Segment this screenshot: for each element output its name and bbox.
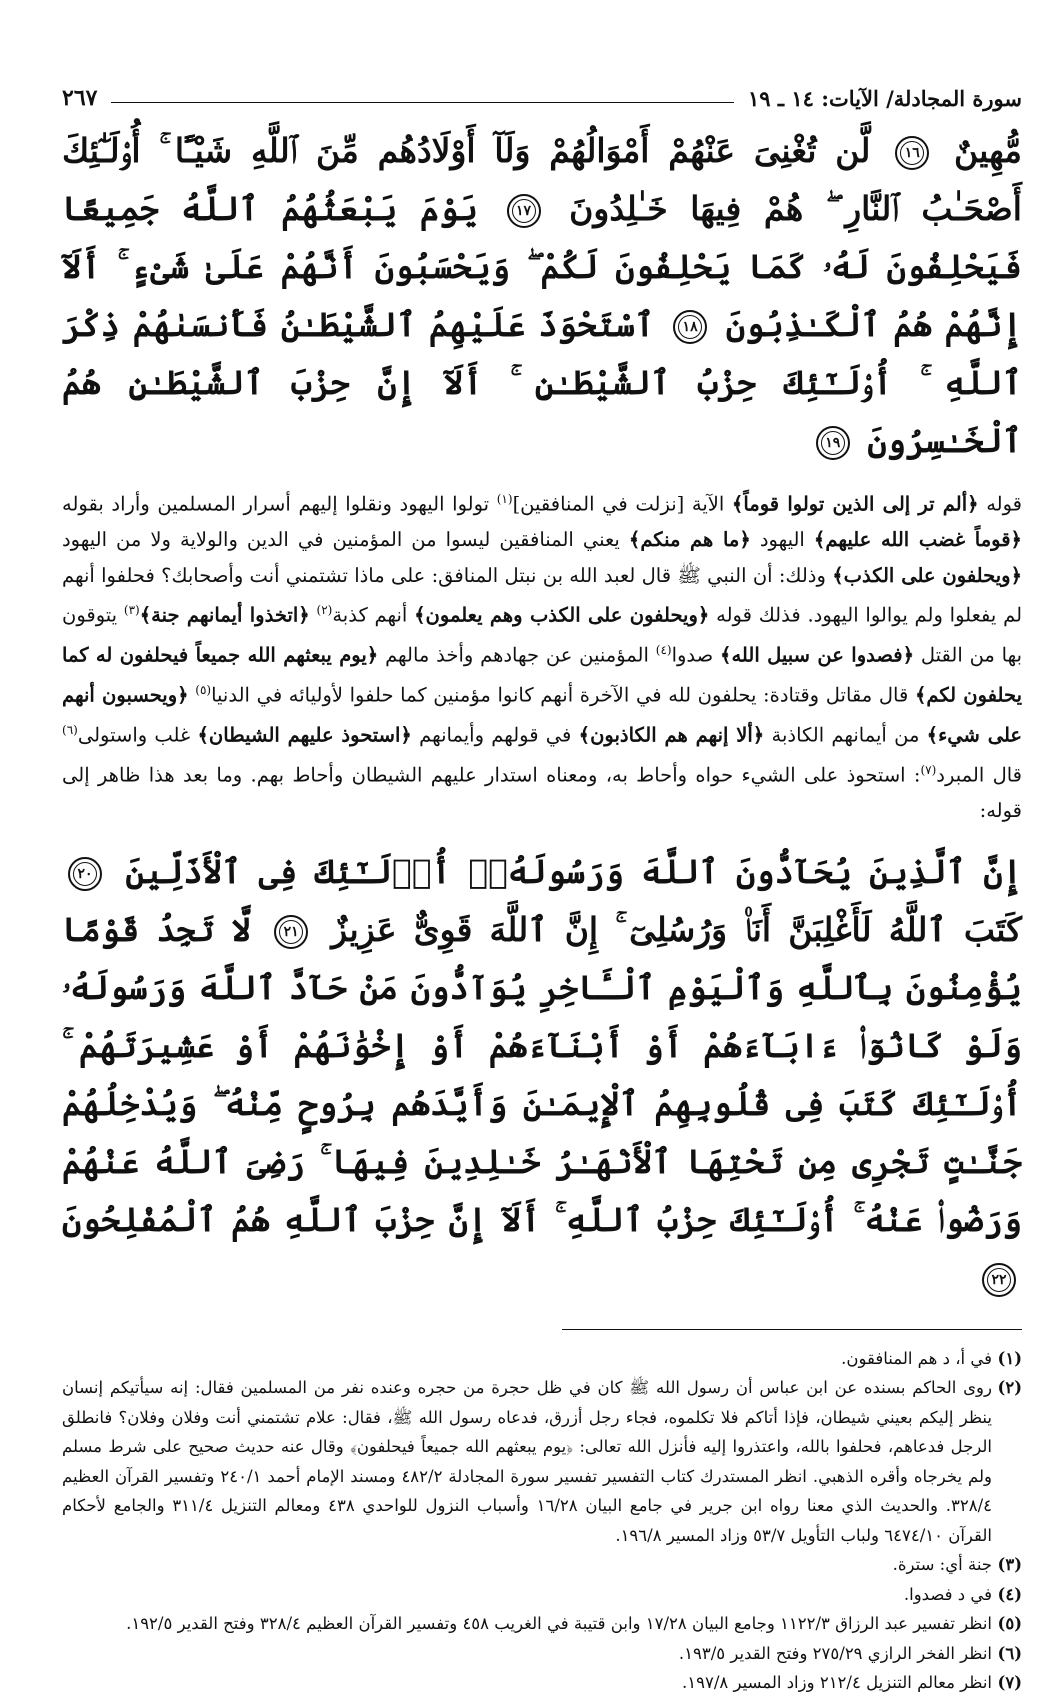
footnote-number: (٣) [997, 1555, 1022, 1574]
quran-verses-bottom [62, 843, 1022, 1307]
header-rule [111, 102, 734, 103]
footnote [62, 1344, 1022, 1374]
quran-verses-top [62, 122, 1022, 470]
quoted-verse: ﴿قوماً غضب الله عليهم﴾ [813, 528, 1022, 551]
commentary-text: أنهم كذبة [332, 603, 408, 627]
surah-title: سورة المجادلة/ الآيات: ١٤ ـ ١٩ [747, 85, 1022, 111]
footnote-number: (١) [997, 1348, 1022, 1368]
running-header [62, 78, 1022, 118]
commentary-text: من أيمانهم الكاذبة [771, 723, 920, 747]
footnote [62, 1550, 1022, 1580]
commentary-text: المؤمنين عن جهادهم وأخذ مالهم [385, 643, 649, 667]
quoted-verse: ﴿ويحلفون على الكذب وهم يعلمون﴾ [414, 603, 710, 627]
verse-text: ٱسْتَحْوَذَ عَلَيْهِمُ ٱلشَّيْطَـٰنُ فَأَنسَىٰهُمْ ذِكْرَ ٱللَّهِ ۚ أُو۟لَـٰٓئِكَ حِزْبُ ٱلشَّيْطَـٰنِ ۚ أَلَآ إِنَّ حِزْبَ ٱلشَّيْطَـٰنِ هُمُ ٱلْخَـٰسِرُونَ [62, 305, 1022, 460]
footnote-text: جنة أي: سترة. [892, 1555, 992, 1574]
quoted-verse: ﴿اتخذوا أيمانهم جنة﴾ [139, 603, 310, 627]
quoted-verse: ﴿ألم تر إلى الذين تولوا قوماً﴾ [731, 492, 979, 516]
commentary-text: في قولهم وأيمانهم [419, 723, 572, 747]
commentary-text: قوله [986, 492, 1022, 516]
footnote-text: انظر الفخر الرازي ٢٧٥/٢٩ وفتح القدير ١٩٣/٥. [678, 1643, 992, 1663]
quoted-verse: ﴿استحوذ عليهم الشيطان﴾ [197, 723, 412, 747]
commentary-text: : استحوذ على الشيء حواه وأحاط به، ومعناه استدار عليهم الشيطان وأحاط بهم. وما بعد هذا ظاهر إلى قوله: [62, 763, 1022, 822]
footnote-text: روى الحاكم بسنده عن ابن عباس أن رسول الله ﷺ كان في ظل حجرة من حجره وعنده نفر من المسلمين فقال: إنه سيأتيكم إنسان ينظر إليكم بعيني شيطان، فإذا أتاكم فلا تكلموه، فجاء رجل أزرق، فدعاه رسول الله ﷺ، فقال: علام تشتمني أنت وفلان وفلان؟ فانطلق الرجل فدعاهم، فحلفوا بالله، واعتذروا إليه فأنزل الله تعالى: ﴿يوم يبعثهم الله جميعاً فيحلفون﴾ وقال عنه حديث صحيح على شرط مسلم ولم يخرجاه وأقره الذهبي. انظر المستدرك كتاب التفسير تفسير سورة المجادلة ٤٨٢/٢ ومسند الإمام أحمد ٢٤٠/١ وتفسير القرآن العظيم ٣٢٨/٤. والحديث الذي معنا رواه ابن جرير في جامع البيان ١٦/٢٨ وأسباب النزول للواحدي ٤٣٨ ومعالم التنزيل ٣١١/٤ والجامع لأحكام القرآن ٦٤٧٤/١٠ ولباب التأويل ٥٣/٧ وزاد المسير ١٩٦/٨. [62, 1378, 992, 1545]
quoted-verse: ﴿فصدوا عن سبيل الله﴾ [720, 643, 915, 667]
commentary-text: الآية [نزلت في المنافقين] [512, 492, 725, 516]
ayah-number-19: ١٩ [816, 426, 850, 460]
commentary-text: تولوا اليهود ونقلوا إليهم أسرار المسلمين وأراد بقوله [62, 492, 490, 516]
commentary-text: غلب واستولى [77, 723, 191, 747]
footnote-separator [562, 1329, 1022, 1330]
footnote-ref: (٣) [123, 603, 140, 617]
quoted-verse: ﴿ما هم منكم﴾ [628, 528, 751, 551]
ayah-number-18: ١٨ [673, 310, 707, 344]
footnote [62, 1639, 1022, 1669]
footnote-ref: (٥) [195, 683, 212, 697]
ayah-number-16: ١٦ [895, 136, 929, 170]
ayah-number-21: ٢١ [274, 915, 308, 949]
verse-text: مُّهِينٌ [954, 131, 1022, 170]
footnote-text: في أ، د هم المنافقون. [841, 1348, 992, 1368]
verse-text: لَّا تَجِدُ قَوْمًا يُؤْمِنُونَ بِٱللَّهِ وَٱلْيَوْمِ ٱلْـَٔاخِرِ يُوَآدُّونَ مَنْ حَآدَّ ٱللَّهَ وَرَسُولَهُۥ وَلَوْ كَانُوٓا۟ ءَابَآءَهُمْ أَوْ أَبْنَآءَهُمْ أَوْ إِخْوَٰنَهُمْ أَوْ عَشِيرَتَهُمْ ۚ أُو۟لَـٰٓئِكَ كَتَبَ فِى قُلُوبِهِمُ ٱلْإِيمَـٰنَ وَأَيَّدَهُم بِرُوحٍ مِّنْهُ ۖ وَيُدْخِلُهُمْ جَنَّـٰتٍ تَجْرِى مِن تَحْتِهَا ٱلْأَنْهَـٰرُ خَـٰلِدِينَ فِيهَا ۚ رَضِىَ ٱللَّهُ عَنْهُمْ وَرَضُوا۟ عَنْهُ ۚ أُو۟لَـٰٓئِكَ حِزْبُ ٱللَّهِ ۚ أَلَآ إِنَّ حِزْبَ ٱللَّهِ هُمُ ٱلْمُفْلِحُونَ [62, 909, 1022, 1239]
page-number: ٢٦٧ [62, 85, 98, 111]
footnote-ref: (٤) [655, 643, 672, 657]
footnote-number: (٢) [997, 1378, 1022, 1397]
footnote-text: انظر تفسير عبد الرزاق ١١٢٢/٣ وجامع البيان ١٧/٢٨ وابن قتيبة في الغريب ٤٥٨ وتفسير القرآن العظيم ٣٢٨/٤ وفتح القدير ١٩٢/٥. [126, 1614, 992, 1633]
verse-text: لَّن تُغْنِىَ عَنْهُمْ أَمْوَالُهُمْ وَلَآ أَوْلَادُهُم مِّنَ ٱللَّهِ شَيْـًٔا ۚ أُو۟لَـٰٓئِكَ أَصْحَـٰبُ ٱلنَّارِ ۖ هُمْ فِيهَا خَـٰلِدُونَ [62, 131, 1022, 228]
commentary-text: يعني المنافقين ليسوا من المؤمنين في الدين والولاية ولا من اليهود [62, 528, 620, 551]
footnote [62, 1373, 1022, 1550]
commentary-paragraph [62, 482, 1022, 829]
commentary-text: قال مقاتل وقتادة: يحلفون لله في الآخرة أنهم كانوا مؤمنين كما حلفوا لأوليائه في الدنيا [211, 683, 909, 707]
footnotes [62, 1344, 1022, 1698]
commentary-text: صدوا [671, 643, 714, 667]
footnote-number: (٦) [997, 1643, 1022, 1663]
footnote-number: (٤) [997, 1584, 1022, 1604]
footnote [62, 1668, 1022, 1698]
footnote [62, 1580, 1022, 1610]
footnote-ref: (٧) [920, 763, 937, 777]
ayah-number-22: ٢٢ [982, 1263, 1016, 1297]
quoted-verse: ﴿ويحلفون على الكذب﴾ [832, 563, 1022, 587]
quoted-verse: ﴿يوم يبعثهم الله جميعاً فيحلفون له كما يحلفون لكم﴾ [62, 643, 1023, 707]
ayah-number-20: ٢٠ [68, 857, 102, 891]
commentary-text: وذلك: أن النبي ﷺ قال لعبد الله بن نبتل المنافق: على ماذا تشتمني أنت وأصحابك؟ فحلفوا أنهم لم يفعلوا ولم يوالوا اليهود. فذلك قوله [62, 563, 1023, 627]
footnote-number: (٧) [997, 1673, 1022, 1692]
commentary-text: يتوقون بها من القتل [62, 603, 1023, 667]
verse-text: كَتَبَ ٱللَّهُ لَأَغْلِبَنَّ أَنَا۠ وَرُسُلِىٓ ۚ إِنَّ ٱللَّهَ قَوِىٌّ عَزِيزٌ [331, 909, 1022, 949]
quoted-verse: ﴿ألا إنهم هم الكاذبون﴾ [578, 723, 765, 747]
quoted-verse: ﴿ويحسبون أنهم على شيء﴾ [62, 683, 1023, 747]
footnote-text: في د فصدوا. [903, 1584, 992, 1604]
commentary-text: اليهود [759, 528, 805, 551]
commentary-text: قال المبرد [936, 763, 1023, 787]
footnote-ref: (٦) [62, 723, 78, 737]
ayah-number-17: ١٧ [507, 194, 541, 228]
footnote-text: انظر معالم التنزيل ٢١٢/٤ وزاد المسير ١٩٧/٨. [682, 1673, 992, 1692]
verse-text: إِنَّ ٱلَّذِينَ يُحَآدُّونَ ٱللَّهَ وَرَسُولَهُۥٓ أُو۟لَـٰٓئِكَ فِى ٱلْأَذَلِّينَ [125, 851, 1022, 891]
footnote-ref: (٢) [316, 603, 333, 617]
footnote-ref: (١) [496, 492, 513, 506]
footnote-number: (٥) [997, 1614, 1022, 1633]
book-page [62, 78, 1022, 1698]
footnote [62, 1609, 1022, 1639]
verse-text: يَوْمَ يَبْعَثُهُمُ ٱللَّهُ جَمِيعًا فَيَحْلِفُونَ لَهُۥ كَمَا يَحْلِفُونَ لَكُمْ ۖ وَيَحْسَبُونَ أَنَّهُمْ عَلَىٰ شَىْءٍ ۚ أَلَآ إِنَّهُمْ هُمُ ٱلْكَـٰذِبُونَ [62, 189, 1022, 344]
